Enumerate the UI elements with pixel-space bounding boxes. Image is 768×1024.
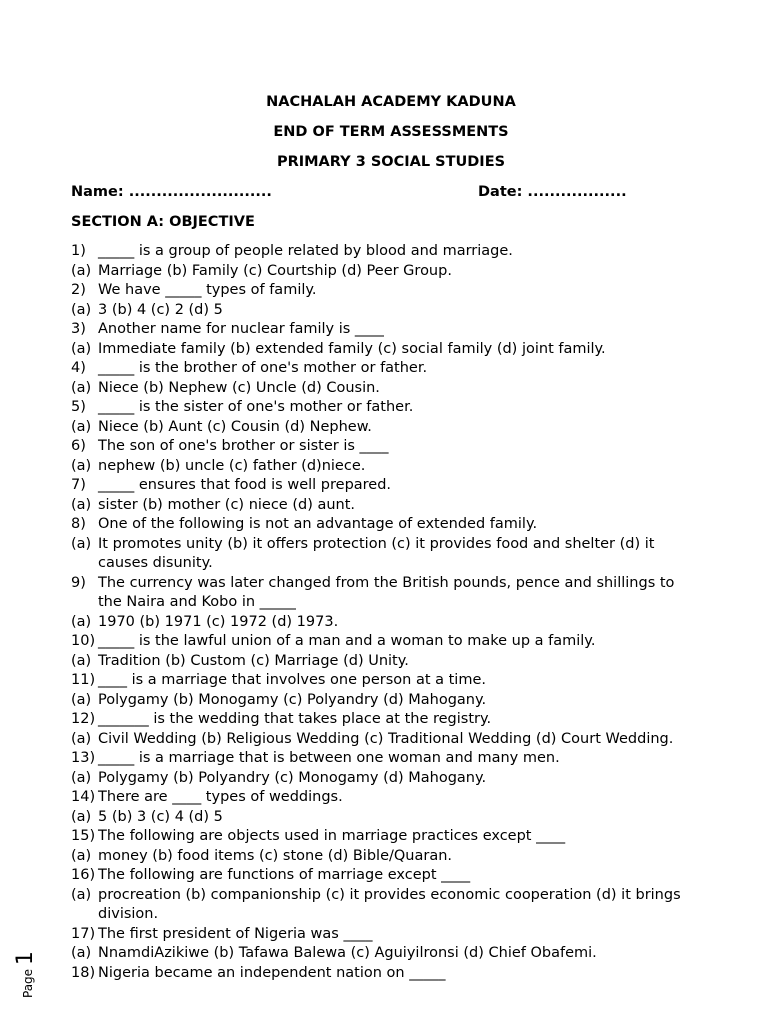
options-line — [71, 535, 711, 574]
item-text: procreation (b) companionship (c) it provides economic cooperation (d) it brings division. — [98, 886, 681, 922]
item-label: 7) — [71, 477, 86, 493]
item-text: 3 (b) 4 (c) 2 (d) 5 — [98, 301, 223, 318]
item-text: Niece (b) Aunt (c) Cousin (d) Nephew. — [98, 418, 372, 435]
item-text: The following are objects used in marriage practices except ____ — [98, 828, 566, 844]
question-line — [71, 788, 711, 808]
item-label: (a) — [71, 730, 92, 747]
options-line — [71, 847, 711, 867]
item-label: (a) — [71, 945, 92, 961]
item-text: _____ is a marriage that is between one woman and many men. — [98, 750, 560, 766]
item-label: (a) — [71, 613, 92, 630]
item-text: The following are functions of marriage except ____ — [98, 867, 471, 883]
item-label: (a) — [71, 379, 92, 396]
question-list — [71, 242, 711, 983]
item-text: It promotes unity (b) it offers protection (c) it provides food and shelter (d) it causes disunity. — [98, 535, 655, 571]
item-text: ____ is a marriage that involves one person at a time. — [98, 672, 486, 688]
options-line — [71, 340, 711, 360]
item-text: Civil Wedding (b) Religious Wedding (c) Traditional Wedding (d) Court Wedding. — [98, 730, 674, 747]
item-label: (a) — [71, 808, 92, 825]
item-text: Marriage (b) Family (c) Courtship (d) Peer Group. — [98, 262, 452, 279]
item-label: 6) — [71, 438, 86, 454]
item-label: (a) — [71, 535, 92, 552]
item-text: NnamdiAzikiwe (b) Tafawa Balewa (c) Aguiyilronsi (d) Chief Obafemi. — [98, 945, 597, 961]
item-label: (a) — [71, 340, 92, 357]
question-line — [71, 866, 711, 886]
item-text: 5 (b) 3 (c) 4 (d) 5 — [98, 808, 223, 825]
item-text: Immediate family (b) extended family (c) social family (d) joint family. — [98, 340, 606, 357]
options-line — [71, 886, 711, 925]
item-text: We have _____ types of family. — [98, 282, 317, 298]
item-text: Polygamy (b) Monogamy (c) Polyandry (d) Mahogany. — [98, 691, 487, 708]
options-line — [71, 379, 711, 399]
options-line — [71, 262, 711, 282]
item-label: 18) — [71, 964, 96, 981]
item-label: 5) — [71, 399, 86, 415]
page-number-value: 1 — [13, 951, 38, 966]
item-label: 2) — [71, 282, 86, 298]
subject-title: PRIMARY 3 SOCIAL STUDIES — [276, 154, 506, 170]
section-title: SECTION A: OBJECTIVE — [71, 214, 255, 230]
item-label: 8) — [71, 516, 86, 532]
question-line — [71, 632, 711, 652]
item-label: (a) — [71, 652, 92, 669]
page-number — [14, 938, 44, 998]
question-line — [71, 242, 711, 262]
item-label: 15) — [71, 828, 96, 844]
item-label: 14) — [71, 789, 96, 805]
item-label: 11) — [71, 672, 96, 688]
question-line — [71, 827, 711, 847]
item-text: nephew (b) uncle (c) father (d)niece. — [98, 457, 366, 474]
options-line — [71, 691, 711, 711]
options-line — [71, 457, 711, 477]
item-label: 3) — [71, 321, 86, 337]
question-line — [71, 281, 711, 301]
item-text: _____ is the sister of one's mother or father. — [98, 399, 414, 415]
school-name: NACHALAH ACADEMY KADUNA — [266, 94, 516, 110]
options-line — [71, 418, 711, 438]
item-text: The currency was later changed from the British pounds, pence and shillings to the Naira and Kobo in _____ — [98, 574, 675, 610]
item-text: There are ____ types of weddings. — [98, 789, 343, 805]
item-text: _____ is the lawful union of a man and a woman to make up a family. — [98, 633, 596, 649]
item-text: Nigeria became an independent nation on _____ — [98, 964, 446, 981]
item-text: _____ is a group of people related by blood and marriage. — [98, 243, 513, 259]
options-line — [71, 652, 711, 672]
item-label: (a) — [71, 886, 92, 903]
item-label: (a) — [71, 847, 92, 864]
question-line — [71, 476, 711, 496]
options-line — [71, 301, 711, 321]
item-label: 9) — [71, 574, 86, 591]
question-line — [71, 749, 711, 769]
name-date-row — [71, 183, 691, 201]
question-line — [71, 671, 711, 691]
item-label: (a) — [71, 418, 92, 435]
question-line — [71, 515, 711, 535]
options-line — [71, 944, 711, 964]
item-text: Polygamy (b) Polyandry (c) Monogamy (d) Mahogany. — [98, 769, 487, 786]
options-line — [71, 769, 711, 789]
item-text: Niece (b) Nephew (c) Uncle (d) Cousin. — [98, 379, 380, 396]
date-field: Date: .................. — [478, 184, 627, 200]
item-label: 4) — [71, 360, 86, 376]
question-line — [71, 359, 711, 379]
item-label: (a) — [71, 691, 92, 708]
item-text: Another name for nuclear family is ____ — [98, 321, 384, 337]
question-line — [71, 925, 711, 945]
item-text: The son of one's brother or sister is ____ — [98, 438, 389, 454]
item-text: The first president of Nigeria was ____ — [98, 925, 373, 942]
item-label: (a) — [71, 262, 92, 279]
item-label: 16) — [71, 867, 96, 883]
item-text: sister (b) mother (c) niece (d) aunt. — [98, 496, 356, 513]
options-line — [71, 808, 711, 828]
item-text: One of the following is not an advantage of extended family. — [98, 516, 538, 532]
item-text: _____ is the brother of one's mother or father. — [98, 360, 428, 376]
question-line — [71, 320, 711, 340]
item-label: 17) — [71, 925, 96, 942]
question-line — [71, 710, 711, 730]
item-label: 13) — [71, 750, 96, 766]
question-line — [71, 398, 711, 418]
item-text: money (b) food items (c) stone (d) Bible/Quaran. — [98, 847, 453, 864]
page-word: Page — [21, 968, 35, 998]
item-label: (a) — [71, 457, 92, 474]
item-label: 12) — [71, 711, 96, 727]
item-label: (a) — [71, 769, 92, 786]
question-line — [71, 437, 711, 457]
exam-title: END OF TERM ASSESSMENTS — [273, 124, 509, 140]
item-label: (a) — [71, 496, 92, 513]
item-label: (a) — [71, 301, 92, 318]
options-line — [71, 496, 711, 516]
item-text: _______ is the wedding that takes place at the registry. — [98, 711, 492, 727]
question-line — [71, 574, 711, 613]
item-text: _____ ensures that food is well prepared. — [98, 477, 392, 493]
options-line — [71, 613, 711, 633]
item-label: 1) — [71, 243, 86, 259]
item-text: 1970 (b) 1971 (c) 1972 (d) 1973. — [98, 613, 339, 630]
item-label: 10) — [71, 633, 96, 649]
question-line — [71, 964, 711, 984]
item-text: Tradition (b) Custom (c) Marriage (d) Unity. — [98, 652, 409, 669]
name-field: Name: .......................... — [71, 184, 272, 200]
options-line — [71, 730, 711, 750]
